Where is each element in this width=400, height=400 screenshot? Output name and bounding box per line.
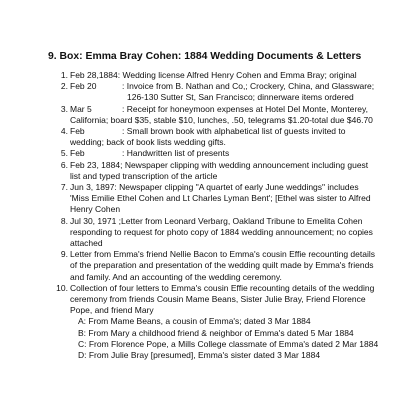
item-number: 8. — [60, 215, 68, 226]
list-item — [48, 70, 388, 81]
list-item — [48, 283, 388, 361]
sub-item: A: From Mame Beans, a cousin of Emma's; dated 3 Mar 1884 — [78, 316, 311, 327]
item-number: 10. — [56, 282, 68, 293]
item-text-line: Henry Cohen — [70, 204, 121, 215]
item-text-line: California; board $35, stable $10, lunches, .50, telegrams $1.20-total due $46.70 — [70, 114, 373, 125]
item-date: Feb 28,1884: — [70, 70, 121, 80]
item-number: 6. — [60, 159, 68, 170]
item-text-line: Feb 23, 1884; Newspaper clipping with wedding announcement including guest — [70, 159, 369, 170]
item-number: 1. — [60, 70, 68, 80]
item-text: : Handwritten list of presents — [122, 148, 230, 159]
item-list — [48, 70, 388, 361]
item-date: Feb 20 — [70, 81, 97, 92]
item-text-line: responding to request for photo copy of 1884 wedding announcement; no copies — [70, 226, 373, 237]
list-item — [48, 126, 388, 148]
item-text-line: list and typed transcription of the article — [70, 170, 218, 181]
list-item — [48, 104, 388, 126]
list-item — [48, 182, 388, 216]
item-text-line: Jul 30, 1971 ;Letter from Leonard Verbarg, Oakland Tribune to Emelita Cohen — [70, 215, 363, 226]
item-date: Mar 5 — [70, 103, 92, 114]
item-text-line: attached — [70, 238, 103, 249]
item-number: 2. — [60, 81, 68, 92]
item-number: 9. — [60, 249, 68, 260]
item-text: : Receipt for honeymoon expenses at Hotel Del Monte, Monterey, — [122, 103, 368, 114]
list-item — [48, 148, 388, 159]
item-text-line: and family. And an accounting of the wedding ceremony. — [70, 271, 282, 282]
item-number: 5. — [60, 148, 68, 159]
item-text-line: Jun 3, 1897: Newspaper clipping "A quartet of early June weddings" includes — [70, 182, 359, 193]
item-number: 3. — [60, 103, 68, 114]
item-text-line: wedding; back of book lists wedding gifts. — [70, 137, 226, 148]
list-item — [48, 216, 388, 250]
item-text-line: ceremony from friends Cousin Mame Beans, Sister Julie Bray, Friend Florence — [70, 294, 366, 305]
item-date: Feb — [70, 148, 85, 159]
sub-item: B: From Mary a childhood friend & neighbor of Emma's dated 5 Mar 1884 — [78, 327, 354, 338]
item-text-line: of the preparation and presentation of the wedding quilt made by Emma's friends — [70, 260, 374, 271]
list-item — [48, 160, 388, 182]
item-number: 7. — [60, 182, 68, 193]
item-text-line: Letter from Emma's friend Nellie Bacon to Emma's cousin Effie recounting details — [70, 249, 375, 260]
item-text-line: Pope, and friend Mary — [70, 305, 154, 316]
section-heading: 9. Box: Emma Bray Cohen: 1884 Wedding Documents & Letters — [48, 51, 362, 62]
sub-item: D: From Julie Bray [presumed], Emma's sister dated 3 Mar 1884 — [78, 350, 321, 361]
item-text-line: 'Miss Emilie Ethel Cohen and Lt Charles Lyman Bent'; [Ethel was sister to Alfred — [70, 193, 371, 204]
list-item — [48, 81, 388, 103]
item-text: : Small brown book with alphabetical list of guests invited to — [122, 126, 346, 137]
item-text: : Invoice from B. Nathan and Co,; Crockery, China, and Glassware; — [122, 81, 375, 92]
sub-item: C: From Florence Pope, a Mills College classmate of Emma's dated 2 Mar 1884 — [78, 338, 379, 349]
item-date: Feb — [70, 126, 85, 137]
item-continuation: 126-130 Sutter St, San Francisco; dinnerware items ordered — [127, 92, 354, 103]
item-number: 4. — [60, 126, 68, 137]
item-text-line: Collection of four letters to Emma's cousin Effie recounting details of the wedding — [70, 282, 375, 293]
item-text: Wedding license Alfred Henry Cohen and Emma Bray; original — [120, 70, 357, 80]
list-item — [48, 249, 388, 283]
